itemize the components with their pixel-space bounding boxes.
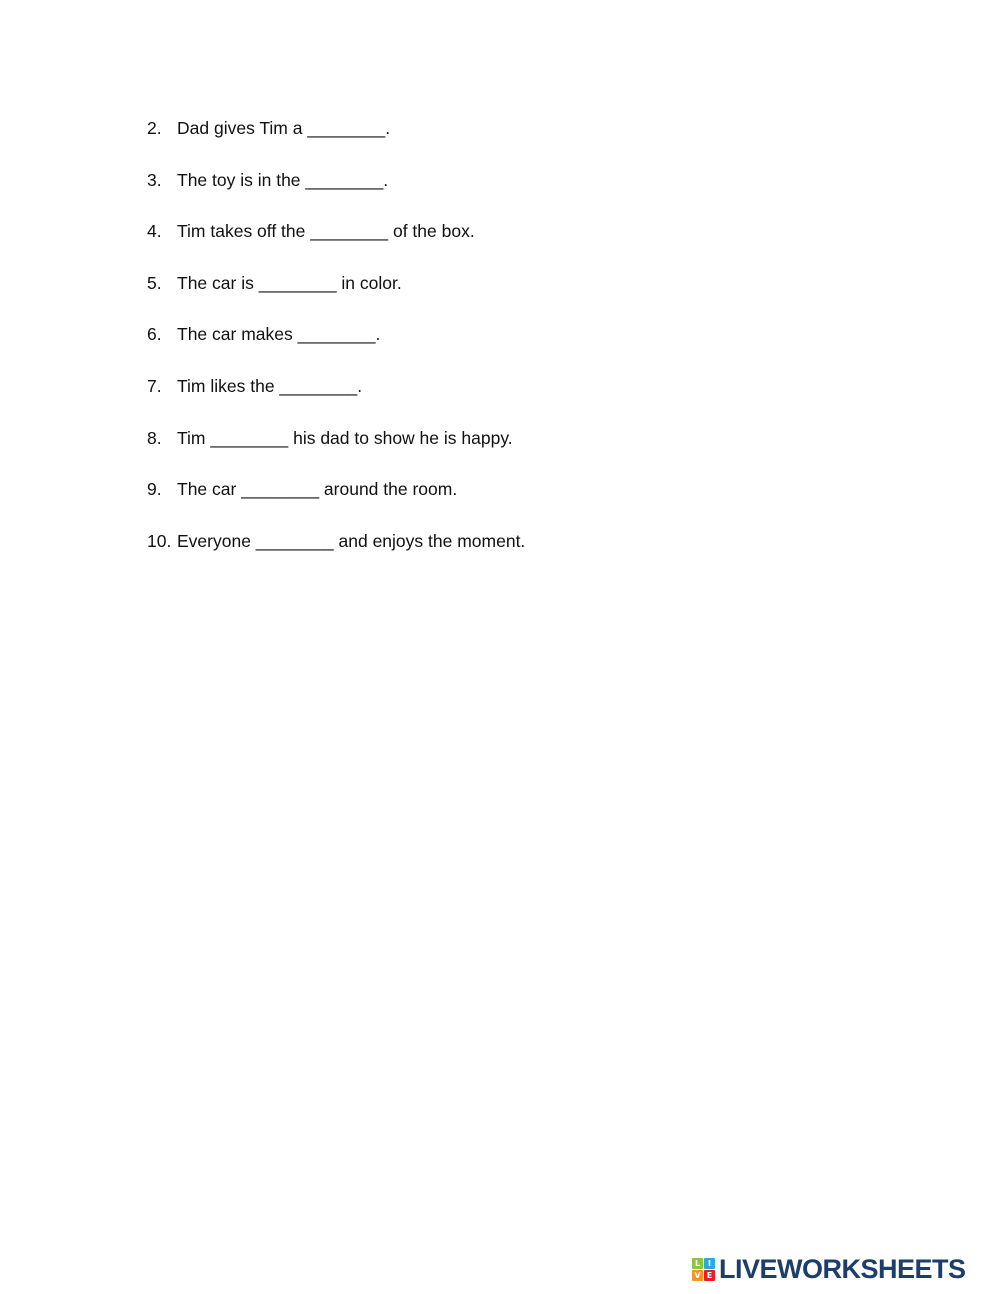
question-item bbox=[147, 373, 525, 425]
question-text: Tim ________ his dad to show he is happy. bbox=[177, 427, 513, 448]
question-number: 2. bbox=[147, 118, 162, 138]
question-number: 8. bbox=[147, 427, 162, 448]
question-list bbox=[147, 115, 525, 579]
question-text: The car ________ around the room. bbox=[177, 479, 458, 500]
question-number: 3. bbox=[147, 169, 162, 190]
question-number: 7. bbox=[147, 375, 162, 396]
question-number: 4. bbox=[147, 221, 162, 242]
question-text: Tim likes the ________. bbox=[177, 375, 363, 396]
question-text: Everyone ________ and enjoys the moment. bbox=[177, 530, 526, 551]
logo-tile: L bbox=[692, 1258, 703, 1269]
question-number: 5. bbox=[147, 272, 162, 293]
liveworksheets-logo-icon bbox=[692, 1258, 715, 1281]
brand-name: LIVEWORKSHEETS bbox=[719, 1254, 966, 1284]
question-item bbox=[147, 218, 525, 270]
liveworksheets-brand bbox=[692, 1254, 966, 1284]
question-number: 9. bbox=[147, 479, 162, 500]
question-item bbox=[147, 115, 525, 167]
question-text: The car makes ________. bbox=[177, 324, 381, 345]
question-item bbox=[147, 321, 525, 373]
logo-tile: I bbox=[704, 1258, 715, 1269]
logo-tile: V bbox=[692, 1270, 703, 1281]
question-number: 6. bbox=[147, 324, 162, 345]
question-text: Dad gives Tim a ________. bbox=[177, 118, 391, 138]
logo-tile: E bbox=[704, 1270, 715, 1281]
question-text: Tim takes off the ________ of the box. bbox=[177, 221, 475, 242]
question-text: The car is ________ in color. bbox=[177, 272, 402, 293]
question-number: 10. bbox=[147, 530, 172, 551]
question-item bbox=[147, 528, 525, 580]
question-item bbox=[147, 425, 525, 477]
question-item bbox=[147, 476, 525, 528]
question-text: The toy is in the ________. bbox=[177, 169, 389, 190]
question-item bbox=[147, 167, 525, 219]
question-item bbox=[147, 270, 525, 322]
